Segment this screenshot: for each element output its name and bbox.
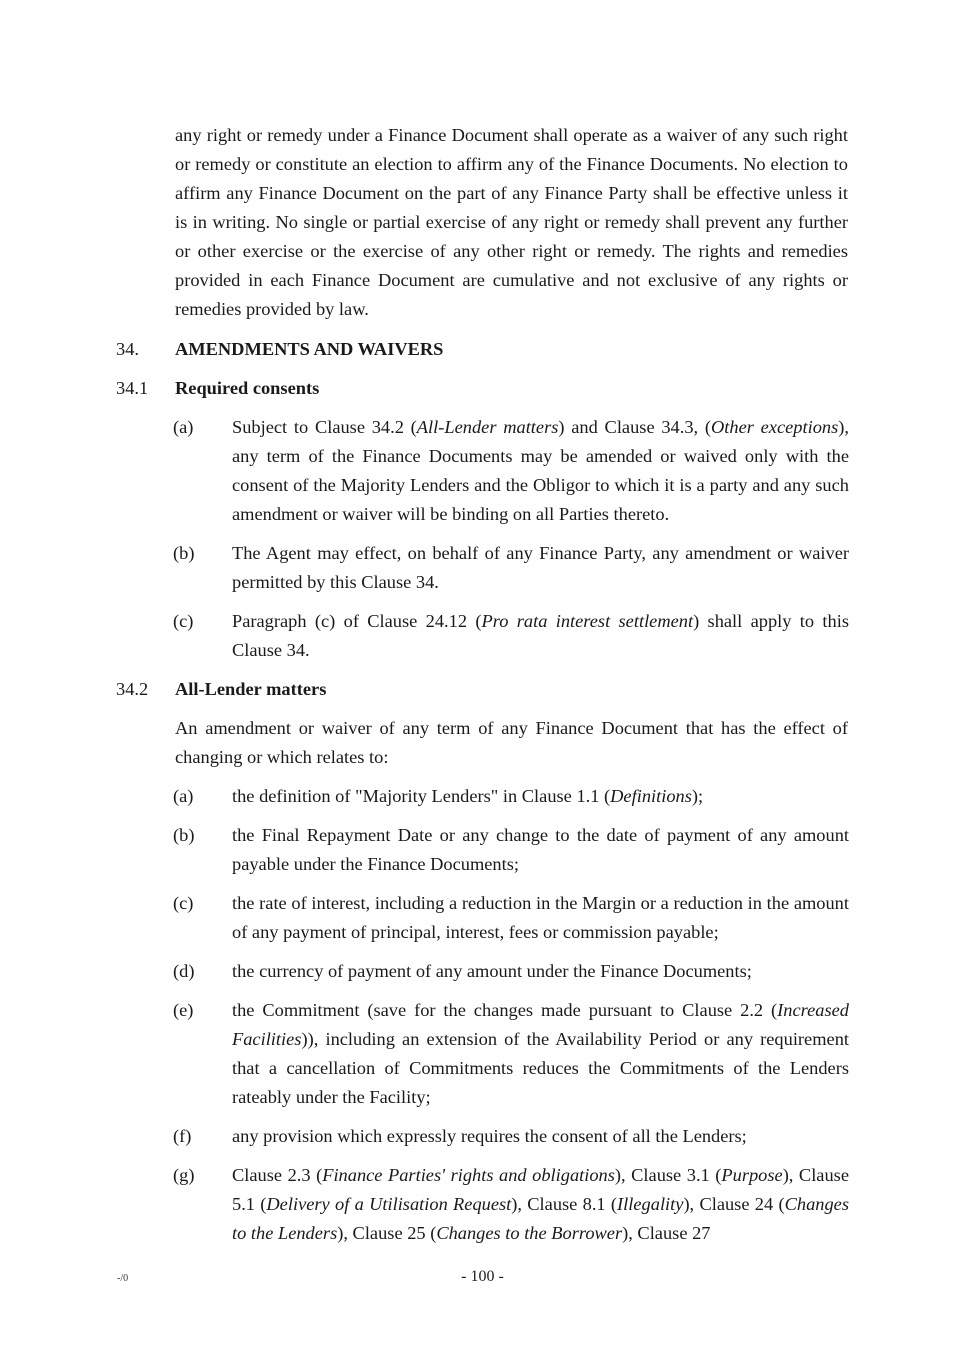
item-text: the currency of payment of any amount under the Finance Documents; bbox=[232, 961, 752, 981]
footer-reference: -/0 bbox=[117, 1273, 129, 1284]
clause-34-2-heading bbox=[116, 675, 856, 704]
item-label: (c) bbox=[173, 893, 194, 913]
item-label: (a) bbox=[173, 417, 194, 437]
intro-line: effective unless it is in writing. No single or partial exercise of any right or remedy bbox=[175, 183, 848, 232]
clause-34-2-item-a bbox=[173, 782, 849, 811]
clause-34-2-item-e bbox=[173, 996, 849, 1112]
clause-title: Required consents bbox=[175, 378, 320, 398]
item-label: (e) bbox=[173, 1000, 194, 1020]
intro-line: exclusive of any rights or remedies provided by law. bbox=[175, 270, 848, 319]
item-label: (d) bbox=[173, 961, 195, 981]
clause-34-2-item-b bbox=[173, 821, 849, 879]
clause-34-2-item-g bbox=[173, 1161, 849, 1248]
item-text: the rate of interest, including a reduction in the Margin or a reduction in the amount of any payment of principal, interest, fees or commission payable; bbox=[232, 893, 849, 942]
page-number: - 100 - bbox=[461, 1268, 504, 1285]
item-label: (a) bbox=[173, 786, 194, 806]
clause-number: 34.2 bbox=[116, 679, 149, 699]
clause-34-2-item-d bbox=[173, 957, 849, 986]
item-text: Paragraph (c) of Clause 24.12 (Pro rata interest settlement) shall apply to this Clause 34. bbox=[232, 611, 850, 660]
item-label: (c) bbox=[173, 611, 194, 631]
item-text: The Agent may effect, on behalf of any Finance Party, any amendment or waiver permitted by this Clause 34. bbox=[232, 543, 849, 592]
item-label: (b) bbox=[173, 825, 195, 845]
clause-34-heading bbox=[116, 335, 856, 364]
item-label: (f) bbox=[173, 1126, 192, 1146]
item-text: Subject to Clause 34.2 (All-Lender matters) and Clause 34.3, (Other exceptions), any term of the Finance Documents may be amended or waived only with the consent of the Majority Lenders and the Obligor to which it is a party and any such amendment or waiver will be binding on all Parties thereto. bbox=[232, 417, 849, 524]
intro-paragraph bbox=[175, 121, 848, 324]
item-text: any provision which expressly requires the consent of all the Lenders; bbox=[232, 1126, 747, 1146]
clause-34-2-item-c bbox=[173, 889, 849, 947]
item-label: (g) bbox=[173, 1165, 195, 1185]
intro-line: shall prevent any further or other exercise or the exercise of any other right or remedy. bbox=[175, 212, 848, 261]
item-label: (b) bbox=[173, 543, 195, 563]
clause-34-1-heading bbox=[116, 374, 856, 403]
intro-line: right or remedy or constitute an election to affirm any of the Finance Documents. No bbox=[175, 125, 848, 174]
clause-number: 34.1 bbox=[116, 378, 149, 398]
intro-line: election to affirm any Finance Document on the part of any Finance Party shall be bbox=[175, 154, 848, 203]
intro-line: The rights and remedies provided in each Finance Document are cumulative and not bbox=[175, 241, 849, 290]
clause-34-1-item-c bbox=[173, 607, 849, 665]
clause-34-2-item-f bbox=[173, 1122, 849, 1151]
clause-title: AMENDMENTS AND WAIVERS bbox=[175, 339, 444, 359]
item-text: the Final Repayment Date or any change to the date of payment of any amount payable under the Finance Documents; bbox=[232, 825, 849, 874]
clause-34-2-intro: An amendment or waiver of any term of any Finance Document that has the effect of changing or which relates to: bbox=[175, 718, 848, 767]
item-text: the definition of "Majority Lenders" in Clause 1.1 (Definitions); bbox=[232, 786, 704, 806]
clause-number: 34. bbox=[116, 339, 139, 359]
clause-34-1-item-a bbox=[173, 413, 849, 529]
item-text: Clause 2.3 (Finance Parties' rights and obligations), Clause 3.1 (Purpose), Clause 5.1 (Delivery of a Utilisation Request), Clause 8.1 (Illegality), Clause 24 (Changes to the Lenders), Clause 25 (Changes to the Borrower), Clause 27 bbox=[232, 1165, 849, 1243]
clause-34-1-item-b bbox=[173, 539, 849, 597]
clause-title: All-Lender matters bbox=[175, 679, 327, 699]
intro-line: any right or remedy under a Finance Document shall operate as a waiver of any such bbox=[175, 125, 809, 145]
item-text: the Commitment (save for the changes made pursuant to Clause 2.2 (Increased Facilities)), including an extension of the Availability Period or any requirement that a cancellation of Commitments reduces the Commitments of the Lenders rateably under the Facility; bbox=[232, 1000, 849, 1107]
